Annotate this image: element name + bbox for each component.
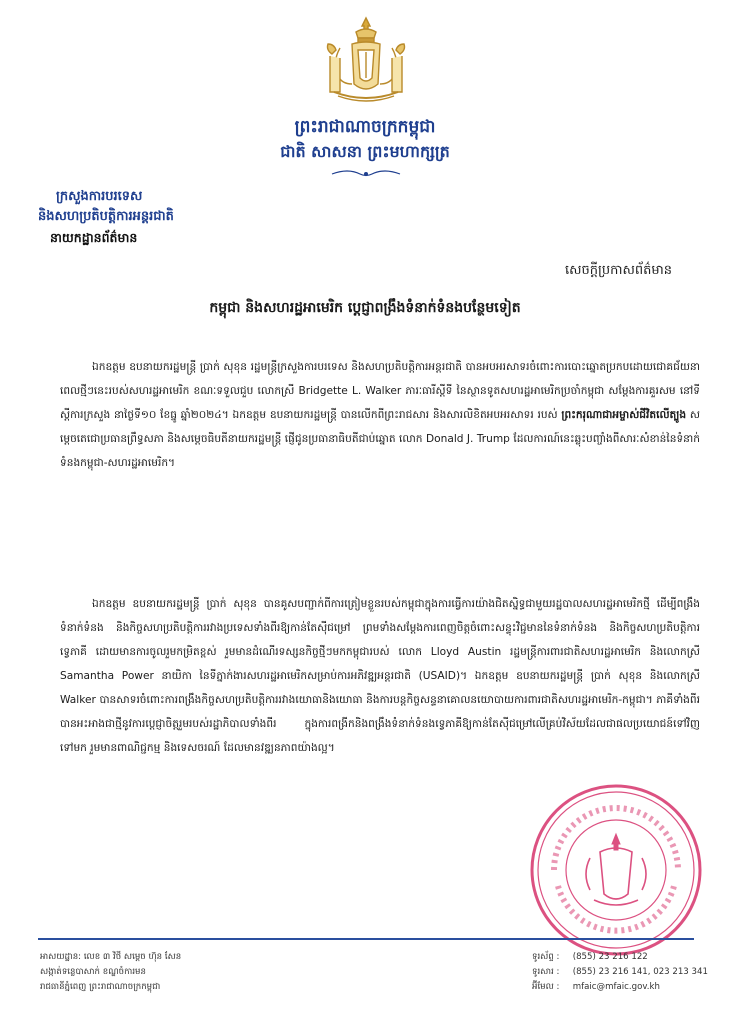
ministry-seal-stamp-icon: [528, 782, 704, 958]
body-paragraph-2: ឯកឧត្តម ឧបនាយករដ្ឋមន្ត្រី ប្រាក់ សុខុន បានគូសបញ្ជាក់ពីការត្រៀមខ្លួនរបស់កម្ពុជាក្នុងការធ្វើការយ៉ាងជិតស្និទ្ធជាមួយរដ្ឋបាលសហរដ្ឋអាមេរិកថ្មី ដើម្បីពង្រឹងទំនាក់ទំនង និងកិច្ចសហប្រតិបត្តិការរវាងប្រទេសទាំងពីរឱ្យកាន់តែស៊ីជម្រៅ ព្រមទាំងសម្តែងការពេញចិត្តចំពោះសន្ទុះវិជ្ជមាននៃទំនាក់ទំនង និងកិច្ចសហប្រតិបត្តិការទ្វេភាគី ដោយមានការចូលរួមកម្រិតខ្ពស់ រួមមានដំណើរទស្សនកិច្ចថ្មីៗមកកម្ពុជារបស់ លោក Lloyd Austin រដ្ឋមន្ត្រីការពារជាតិសហរដ្ឋអាមេរិក និងលោកស្រី Samantha Power នាយិកា នៃទីភ្នាក់ងារសហរដ្ឋអាមេរិកសម្រាប់ការអភិវឌ្ឍអន្តរជាតិ (USAID)។ ឯកឧត្តម ឧបនាយករដ្ឋមន្ត្រី ប្រាក់ សុខុន និងលោកស្រី Walker បានសាទរចំពោះការពង្រឹងកិច្ចសហប្រតិបត្តិការរវាងយោធានិងយោធា និងការបន្តកិច្ចសន្ទនាគោលនយោបាយការពារជាតិសហរដ្ឋអាមេរិក-កម្ពុជា។ ភាគីទាំងពីរបានអះអាងជាថ្មីនូវការប្តេជ្ញាចិត្តរួមរបស់រដ្ឋាភិបាលទាំងពីរ ក្នុងការពង្រីកនិងពង្រឹងទំនាក់ទំនងទ្វេភាគីឱ្យកាន់តែស៊ីជម្រៅលើគ្រប់វិស័យដែលជាផលប្រយោជន៍ទៅវិញទៅមក រួមមានពាណិជ្ជកម្ម និងទេសចរណ៍ ដែលមានវឌ្ឍនភាពយ៉ាងល្អ។: [60, 598, 700, 754]
phone-number: (855) 23 216 122: [572, 952, 648, 962]
paragraph1-bold-title: ព្រះករុណាជាអម្ចាស់ជីវិតលើត្បូង: [561, 409, 687, 421]
phone-label: ទូរស័ព្ទ :: [532, 952, 560, 962]
ministry-name-line2: និងសហប្រតិបត្តិការអន្តរជាតិ: [38, 209, 174, 224]
ministry-name-line1: ក្រសួងការបរទេស: [56, 189, 143, 204]
address-line2: សង្កាត់ទន្លេបាសាក់ ខណ្ឌចំការមន: [40, 967, 146, 977]
document-type-label: សេចក្តីប្រកាសព័ត៌មាន: [564, 263, 672, 278]
national-motto: ជាតិ សាសនា ព្រះមហាក្សត្រ: [280, 142, 450, 161]
paragraph1-part1: ឯកឧត្តម ឧបនាយករដ្ឋមន្ត្រី ប្រាក់ សុខុន រដ្ឋមន្ត្រីក្រសួងការបរទេស និងសហប្រតិបត្តិការអន្តរជាតិ បានអបអរសាទរចំពោះការបោះឆ្នោតប្រកបដោយជោគជ័យនាពេលថ្មីៗនេះរបស់សហរដ្ឋអាមេរិក ខណៈទទួលជួប លោកស្រី Bridgette L. Walker ភារៈធារីស្តីទី នៃស្ថានទូតសហរដ្ឋអាមេរិកប្រចាំកម្ពុជា សម្តែងការគួរសម នៅទីស្តីការក្រសួង នាថ្ងៃទី១០ ខែធ្នូ ឆ្នាំ២០២៤។ ឯកឧត្តម ឧបនាយករដ្ឋមន្ត្រី បានលើកពីព្រះរាជសារ និងសារលិខិតអបអរសាទរ របស់: [60, 361, 700, 421]
press-release-title: កម្ពុជា និងសហរដ្ឋអាមេរិក ប្តេជ្ញាពង្រឹងទំនាក់ទំនងបន្ថែមទៀត: [209, 300, 521, 316]
ornament-divider-icon: [330, 168, 402, 180]
footer-contacts: [532, 950, 708, 995]
body-paragraph-1: [60, 355, 700, 475]
fax-number: (855) 23 216 141, 023 213 341: [572, 967, 708, 977]
fax-label: ទូរសារ :: [532, 967, 560, 977]
royal-coat-of-arms-icon: [318, 14, 414, 106]
department-name: នាយកដ្ឋានព័ត៌មាន: [50, 230, 138, 245]
footer-divider: [38, 938, 694, 940]
kingdom-name: ព្រះរាជាណាចក្រកម្ពុជា: [294, 117, 436, 137]
address-label: អាសយដ្ឋាន:: [40, 952, 82, 962]
email-address: mfaic@mfaic.gov.kh: [572, 982, 660, 992]
address-line3: រាជធានីភ្នំពេញ ព្រះរាជាណាចក្រកម្ពុជា: [40, 982, 161, 992]
address-line1: លេខ ៣ វិថី សម្តេច ហ៊ុន សែន: [83, 952, 182, 962]
paragraph1-part2: សម្តេចតេជោប្រធានព្រឹទ្ធសភា និងសម្តេចធិបតីនាយករដ្ឋមន្ត្រី ផ្ញើជូនប្រធានាធិបតីជាប់ឆ្នោត លោក Donald J. Trump ដែលការណ៍នេះឆ្លុះបញ្ចាំងពីសារៈសំខាន់នៃទំនាក់ទំនងកម្ពុជា-សហរដ្ឋអាមេរិក។: [60, 409, 700, 469]
footer-address: [40, 950, 181, 995]
email-label: អ៊ីមែល :: [532, 982, 560, 992]
